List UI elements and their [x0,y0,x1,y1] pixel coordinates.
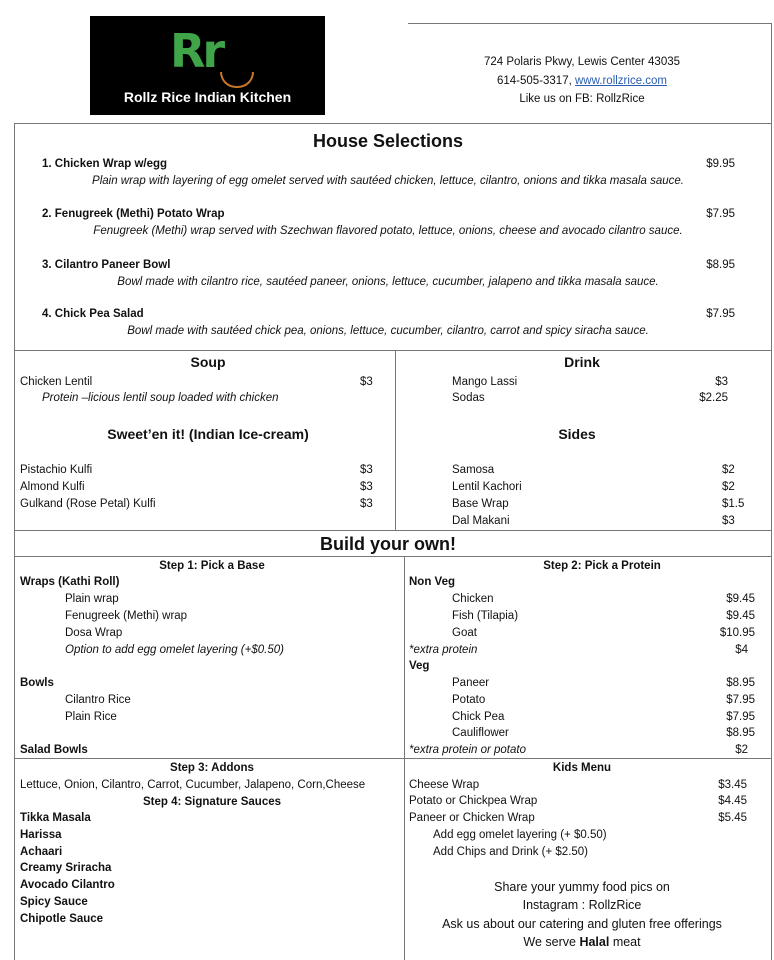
sauce-item: Avocado Cilantro [20,879,115,891]
menu-item-desc: Protein –licious lentil soup loaded with chicken [42,392,279,404]
phone: 614-505-3317, [496,75,572,87]
protein-price: $7.95 [726,711,755,723]
protein-item: Goat [452,627,477,639]
website-link[interactable]: www.rollzrice.com [575,75,668,87]
sweet-price: $3 [360,498,373,510]
protein-item: Chick Pea [452,711,505,723]
side-price: $1.5 [722,498,745,510]
menu-item-desc: Fenugreek (Methi) wrap served with Szechwan flavored potato, lettuce, onions, cheese and avocado cilantro sauce. [93,225,683,237]
salad-heading: Salad Bowls [20,744,88,756]
sauce-item: Achaari [20,846,63,858]
divider [14,350,772,351]
kids-addon: Add egg omelet layering (+ $0.50) [433,829,607,841]
side-price: $2 [722,464,735,476]
protein-item: Chicken [452,593,494,605]
divider [14,123,772,124]
step4-title: Step 4: Signature Sauces [142,796,282,808]
side-price: $3 [722,515,735,527]
bowl-icon [220,72,254,88]
menu-item-name: 3. Cilantro Paneer Bowl [42,259,171,271]
menu-item-desc: Plain wrap with layering of egg omelet served with sautéed chicken, lettuce, cilantro, onions and tikka masala sauce. [92,175,684,187]
egg-option: Option to add egg omelet layering (+$0.50) [65,644,284,656]
menu-item-name: 2. Fenugreek (Methi) Potato Wrap [42,208,225,220]
side-price: $2 [722,481,735,493]
drink-title: Drink [564,354,600,370]
extra-protein-potato: *extra protein or potato [409,744,526,756]
base-item: Plain wrap [65,593,119,605]
menu-item-name: 1. Chicken Wrap w/egg [42,158,168,170]
drink-item: Sodas [452,392,485,404]
base-item: Cilantro Rice [65,694,131,706]
logo [90,16,325,115]
drink-price: $2.25 [699,392,728,404]
divider [408,23,772,24]
sauce-item: Harissa [20,829,62,841]
sweet-price: $3 [360,481,373,493]
drink-item: Mango Lassi [452,376,518,388]
menu-item-price: $3 [360,376,373,388]
veg-heading: Veg [409,660,430,672]
protein-item: Paneer [452,677,490,689]
side-item: Lentil Kachori [452,481,522,493]
protein-price: $8.95 [726,677,755,689]
extra-protein-potato-price: $2 [735,744,748,756]
address: 724 Polaris Pkwy, Lewis Center 43035 [483,56,681,68]
wraps-heading: Wraps (Kathi Roll) [20,576,120,588]
menu-item-name: 4. Chick Pea Salad [42,308,144,320]
sauce-item: Spicy Sauce [20,896,88,908]
halal-text [523,935,640,949]
divider [14,123,15,960]
catering-text: Ask us about our catering and gluten free offerings [442,917,722,931]
divider [771,23,772,960]
share-text: Share your yummy food pics on [494,880,670,894]
protein-item: Fish (Tilapia) [452,610,519,622]
kids-item: Potato or Chickpea Wrap [409,795,538,807]
menu-item-desc: Bowl made with cilantro rice, sautéed paneer, onions, lettuce, cucumber, jalapeno and tikka masala sauce. [117,276,659,288]
sweet-price: $3 [360,464,373,476]
protein-price: $9.45 [726,610,755,622]
base-item: Plain Rice [65,711,117,723]
kids-title: Kids Menu [552,762,612,774]
kids-price: $4.45 [718,795,747,807]
kids-item: Paneer or Chicken Wrap [409,812,535,824]
sauce-item: Tikka Masala [20,812,91,824]
build-title: Build your own! [320,534,456,554]
menu-item-price: $9.95 [706,158,735,170]
sweet-item: Almond Kulfi [20,481,85,493]
halal-post: meat [612,935,641,949]
base-item: Fenugreek (Methi) wrap [65,610,188,622]
sweet-title: Sweet’en it! (Indian Ice-cream) [107,426,309,442]
step2-title: Step 2: Pick a Protein [543,560,661,572]
side-item: Samosa [452,464,495,476]
nonveg-heading: Non Veg [409,576,456,588]
kids-price: $3.45 [718,779,747,791]
extra-protein-price: $4 [735,644,748,656]
menu-item-desc: Bowl made with sautéed chick pea, onions, lettuce, cucumber, cilantro, carrot and spicy siracha sauce. [127,325,649,337]
menu-item-price: $7.95 [706,208,735,220]
halal-word: Halal [579,935,610,949]
divider [14,530,772,531]
protein-price: $9.45 [726,593,755,605]
side-item: Base Wrap [452,498,509,510]
bowls-heading: Bowls [20,677,54,689]
kids-price: $5.45 [718,812,747,824]
protein-item: Potato [452,694,486,706]
step1-title: Step 1: Pick a Base [159,560,265,572]
halal-pre: We serve [523,935,576,949]
protein-price: $7.95 [726,694,755,706]
facebook: Like us on FB: RollzRice [519,93,645,105]
divider [14,758,772,759]
protein-item: Cauliflower [452,727,509,739]
drink-price: $3 [715,376,728,388]
house-title: House Selections [312,131,464,151]
addons-text: Lettuce, Onion, Cilantro, Carrot, Cucumber, Jalapeno, Corn,Cheese [20,779,366,791]
menu-item-price: $7.95 [706,308,735,320]
kids-item: Cheese Wrap [409,779,480,791]
menu-item-price: $8.95 [706,259,735,271]
contact-line [497,74,667,88]
soup-title: Soup [190,354,226,370]
logo-mark: Rr [170,24,223,78]
restaurant-name: Rollz Rice Indian Kitchen [123,89,292,105]
menu-item-name: Chicken Lentil [20,376,93,388]
sauce-item: Creamy Sriracha [20,862,112,874]
side-item: Dal Makani [452,515,510,527]
sweet-item: Gulkand (Rose Petal) Kulfi [20,498,156,510]
kids-addon: Add Chips and Drink (+ $2.50) [433,846,589,858]
sauce-item: Chipotle Sauce [20,913,104,925]
instagram-text: Instagram : RollzRice [522,898,642,912]
divider [14,556,772,557]
protein-price: $10.95 [719,627,755,639]
extra-protein: *extra protein [409,644,478,656]
base-item: Dosa Wrap [65,627,123,639]
sweet-item: Pistachio Kulfi [20,464,93,476]
sides-title: Sides [558,426,596,442]
step3-title: Step 3: Addons [170,762,254,774]
divider [395,350,396,530]
protein-price: $8.95 [726,727,755,739]
